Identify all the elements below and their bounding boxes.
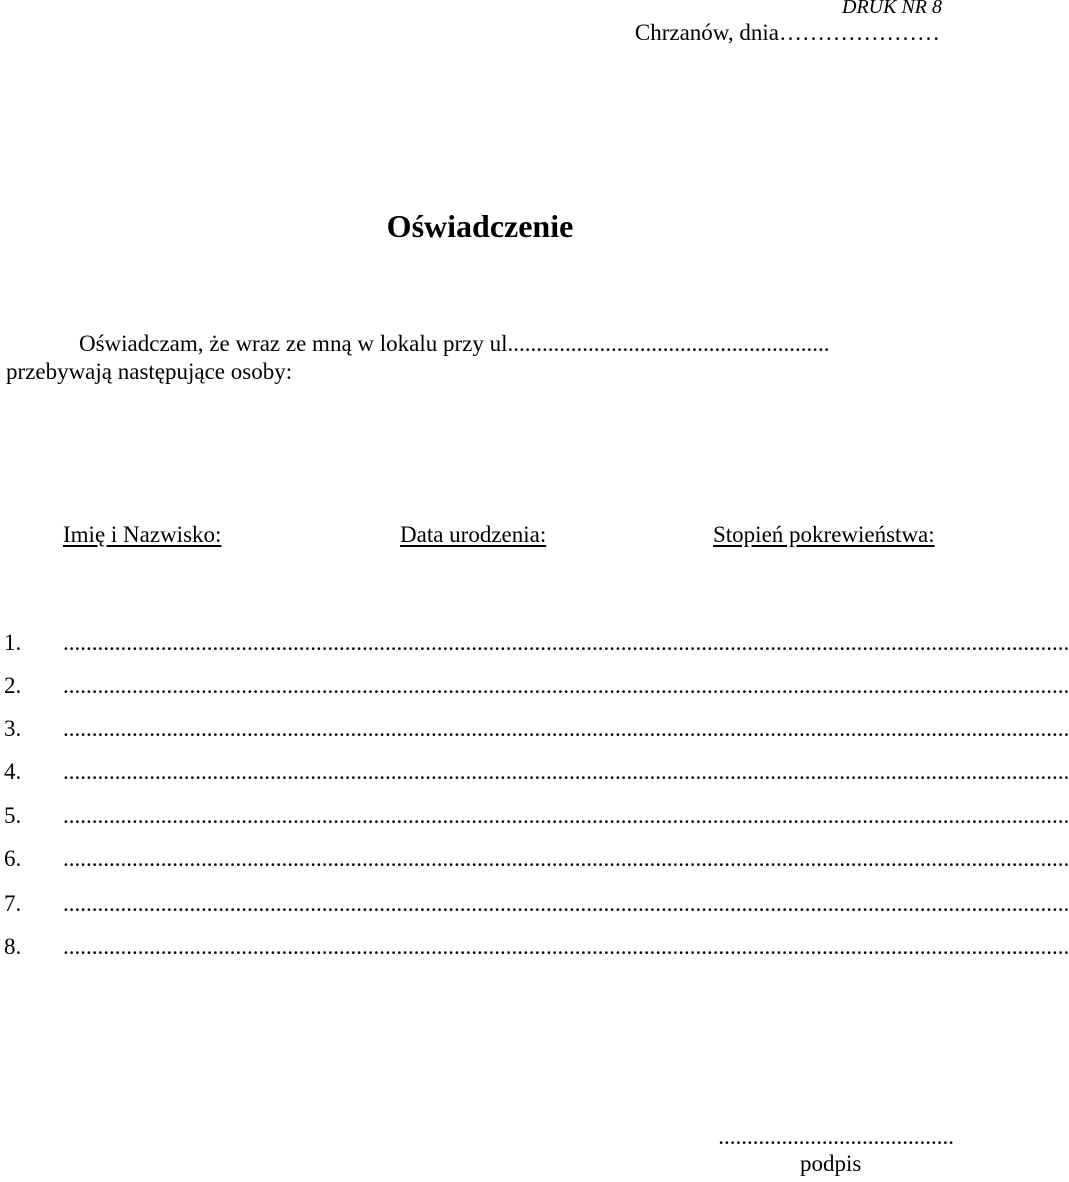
list-item bbox=[0, 846, 1069, 876]
entry-fill-line: ............................................................................................................................................................................... bbox=[63, 673, 1069, 698]
entry-fill-line: ............................................................................................................................................................................... bbox=[63, 891, 1069, 916]
entry-fill-line: ............................................................................................................................................................................... bbox=[63, 803, 1069, 828]
list-item bbox=[0, 716, 1069, 746]
entry-fill-line: ............................................................................................................................................................................... bbox=[63, 630, 1069, 655]
entry-fill-line: ............................................................................................................................................................................... bbox=[63, 846, 1069, 871]
form-number: DRUK NR 8 bbox=[842, 0, 942, 18]
statement-line-2: przebywają następujące osoby: bbox=[6, 359, 293, 384]
entry-number: 4. bbox=[4, 759, 22, 784]
document-title: Oświadczenie bbox=[386, 208, 574, 244]
list-item bbox=[0, 803, 1069, 833]
entry-number: 6. bbox=[4, 846, 22, 871]
place-date-field: Chrzanów, dnia………………… bbox=[634, 20, 940, 45]
list-item bbox=[0, 673, 1069, 703]
entry-number: 1. bbox=[4, 630, 22, 655]
entry-fill-line: ............................................................................................................................................................................... bbox=[63, 716, 1069, 741]
entry-fill-line: ............................................................................................................................................................................... bbox=[63, 759, 1069, 784]
list-item bbox=[0, 759, 1069, 789]
signature-line: ......................................... bbox=[718, 1124, 954, 1149]
list-item bbox=[0, 891, 1069, 921]
column-header-name: Imię i Nazwisko: bbox=[63, 522, 222, 547]
column-header-relation: Stopień pokrewieństwa: bbox=[713, 522, 935, 547]
list-item bbox=[0, 934, 1069, 964]
entry-number: 8. bbox=[4, 934, 22, 959]
entry-number: 3. bbox=[4, 716, 22, 741]
signature-label: podpis bbox=[800, 1151, 862, 1176]
entry-fill-line: ............................................................................................................................................................................... bbox=[63, 934, 1069, 959]
entry-number: 7. bbox=[4, 891, 22, 916]
list-item bbox=[0, 630, 1069, 660]
entry-number: 2. bbox=[4, 673, 22, 698]
column-header-dob: Data urodzenia: bbox=[400, 522, 547, 547]
statement-line-1: Oświadczam, że wraz ze mną w lokalu przy ul........................................................ bbox=[79, 331, 830, 356]
entry-number: 5. bbox=[4, 803, 22, 828]
